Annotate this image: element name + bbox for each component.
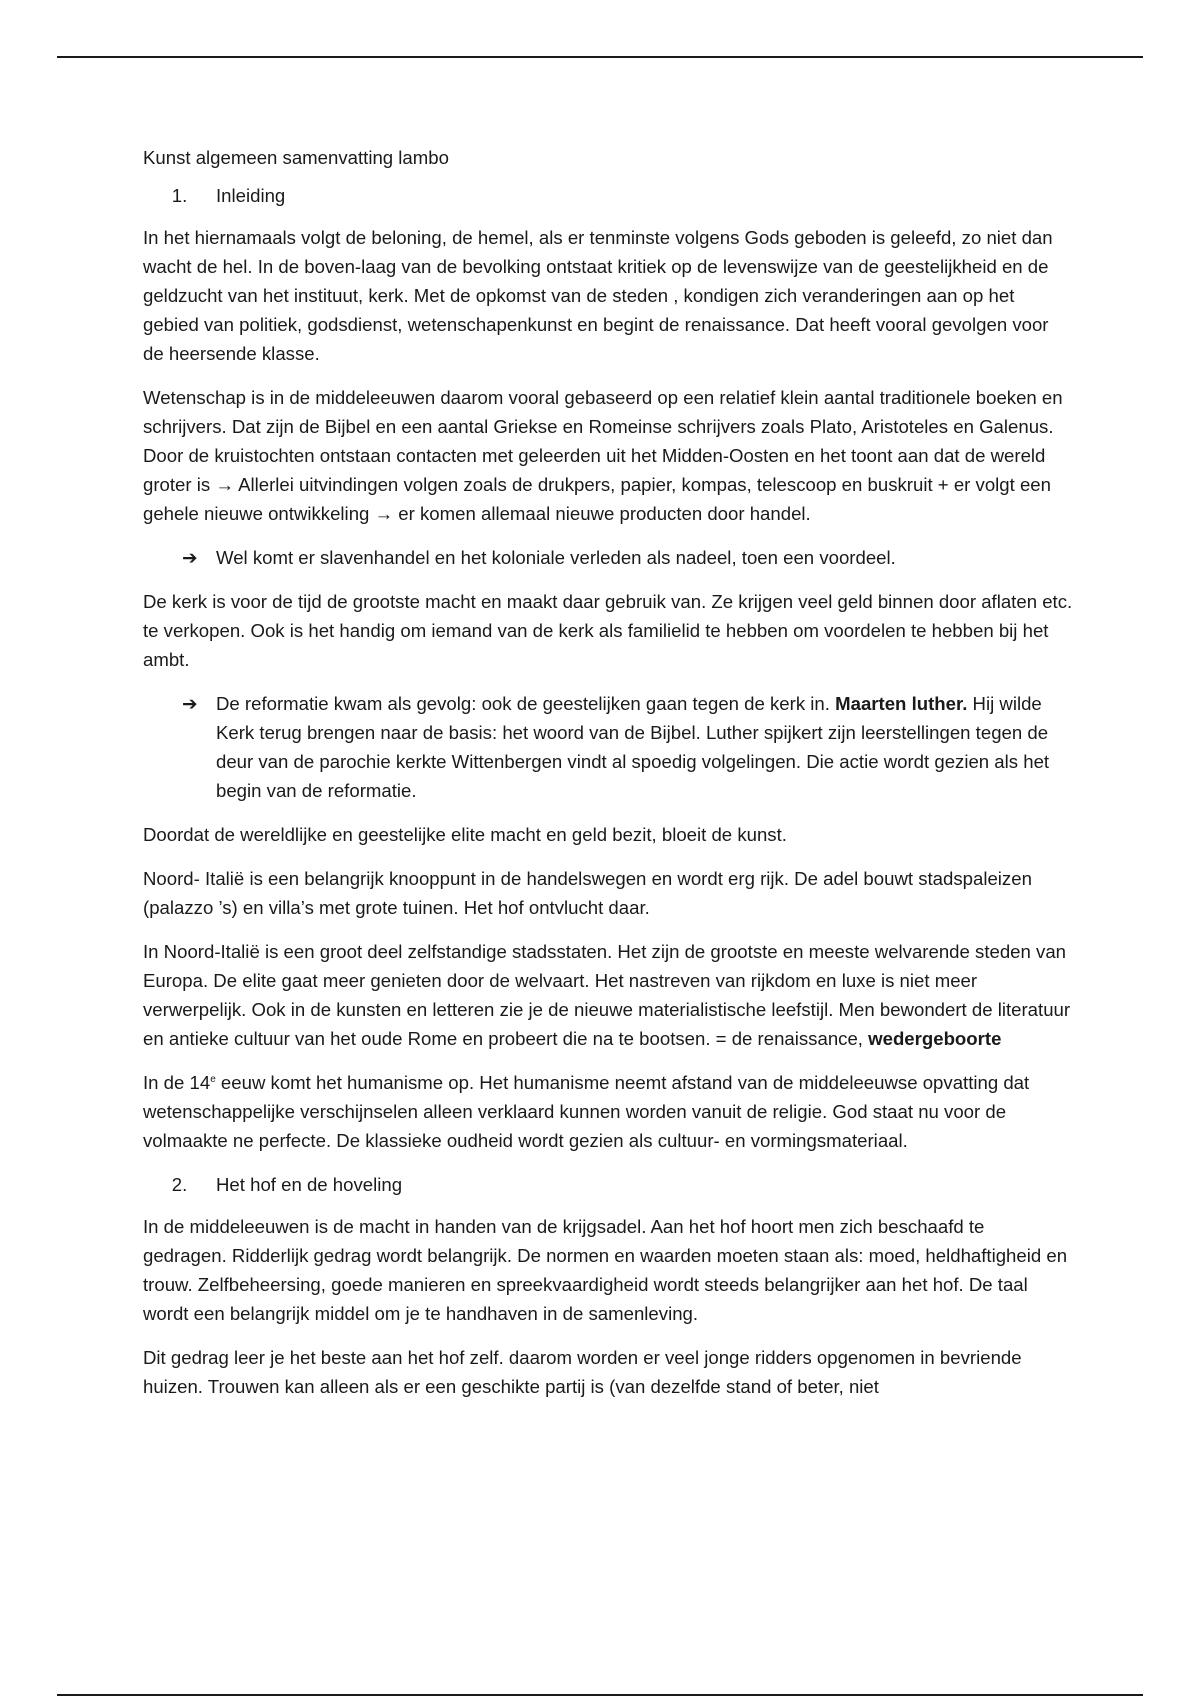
bullet-text: Wel komt er slavenhandel en het koloniale verleden als nadeel, toen een voordeel. [216,547,896,568]
bullet-text: De reformatie kwam als gevolg: ook de geestelijken gaan tegen de kerk in. Maarten luther. Hij wilde Kerk terug brengen naar de basis: het woord van de Bijbel. Luther spijkert zijn leerstellingen tegen de deur van de parochie kerkte Wittenbergen vindt al spoedig volgelingen. Die actie wordt gezien als het begin van de reformatie. [216,693,1050,801]
section-title: Inleiding [216,185,286,206]
bold-text: Maarten luther. [835,693,968,714]
arrow-right-icon: ➔ [182,693,198,714]
section-heading-1 [143,181,1073,210]
document-body [143,143,1073,1416]
section-title: Het hof en de hoveling [216,1174,403,1195]
paragraph: Wetenschap is in de middeleeuwen daarom vooral gebaseerd op een relatief klein aantal traditionele boeken en schrijvers. Dat zijn de Bijbel en een aantal Griekse en Romeinse schrijvers zoals Plato, Aristoteles en Galenus. Door de kruistochten ontstaan contacten met geleerden uit het Midden-Oosten en het toont aan dat de wereld groter is → Allerlei uitvindingen volgen zoals de drukpers, papier, kompas, telescoop en buskruit + er volgt een gehele nieuwe ontwikkeling → er komen allemaal nieuwe producten door handel. [143,387,1063,524]
paragraph: In Noord-Italië is een groot deel zelfstandige stadsstaten. Het zijn de grootste en meeste welvarende steden van Europa. De elite gaat meer genieten door de welvaart. Het nastreven van rijkdom en luxe is niet meer verwerpelijk. Ook in de kunsten en letteren zie je de nieuwe materialistische leefstijl. Men bewondert de literatuur en antieke cultuur van het oude Rome en probeert die na te bootsen. = de renaissance, wedergeboorte [143,941,1071,1049]
arrow-bullet-item [182,543,1073,572]
header-rule [57,56,1143,58]
section-number: 1. [171,185,188,206]
paragraph: In de 14e eeuw komt het humanisme op. Het humanisme neemt afstand van de middeleeuwse opvatting dat wetenschappelijke verschijnselen alleen verklaard kunnen worden vanuit de religie. God staat nu voor de volmaakte ne perfecte. De klassieke oudheid wordt gezien als cultuur- en vormingsmateriaal. [143,1072,1030,1151]
paragraph: De kerk is voor de tijd de grootste macht en maakt daar gebruik van. Ze krijgen veel geld binnen door aflaten etc. te verkopen. Ook is het handig om iemand van de kerk als familielid te hebben om voordelen te hebben bij het ambt. [143,591,1073,670]
paragraph: In het hiernamaals volgt de beloning, de hemel, als er tenminste volgens Gods geboden is geleefd, zo niet dan wacht de hel. In de boven-laag van de bevolking ontstaat kritiek op de levenswijze van de geestelijkheid en de geldzucht van het instituut, kerk. Met de opkomst van de steden , kondigen zich veranderingen aan op het gebied van politiek, godsdienst, wetenschapenkunst en begint de renaissance. Dat heeft vooral gevolgen voor de heersende klasse. [143,227,1053,364]
section-number: 2. [171,1174,188,1195]
footer-rule [57,1694,1143,1696]
arrow-right-icon: ➔ [182,547,198,568]
arrow-bullet-item [182,689,1073,805]
paragraph: Dit gedrag leer je het beste aan het hof zelf. daarom worden er veel jonge ridders opgenomen in bevriende huizen. Trouwen kan alleen als er een geschikte partij is (van dezelfde stand of beter, niet [143,1347,1022,1397]
superscript: e [210,1073,216,1085]
paragraph: Noord- Italië is een belangrijk knooppunt in de handelswegen en wordt erg rijk. De adel bouwt stadspaleizen (palazzo ’s) en villa’s met grote tuinen. Het hof ontvlucht daar. [143,868,1032,918]
paragraph: Doordat de wereldlijke en geestelijke elite macht en geld bezit, bloeit de kunst. [143,824,787,845]
bold-text: wedergeboorte [868,1028,1002,1049]
section-heading-2 [143,1170,1073,1199]
document-title: Kunst algemeen samenvatting lambo [143,147,449,168]
paragraph: In de middeleeuwen is de macht in handen van de krijgsadel. Aan het hof hoort men zich beschaafd te gedragen. Ridderlijk gedrag wordt belangrijk. De normen en waarden moeten staan als: moed, heldhaftigheid en trouw. Zelfbeheersing, goede manieren en spreekvaardigheid wordt steeds belangrijker aan het hof. De taal wordt een belangrijk middel om je te handhaven in de samenleving. [143,1216,1068,1324]
